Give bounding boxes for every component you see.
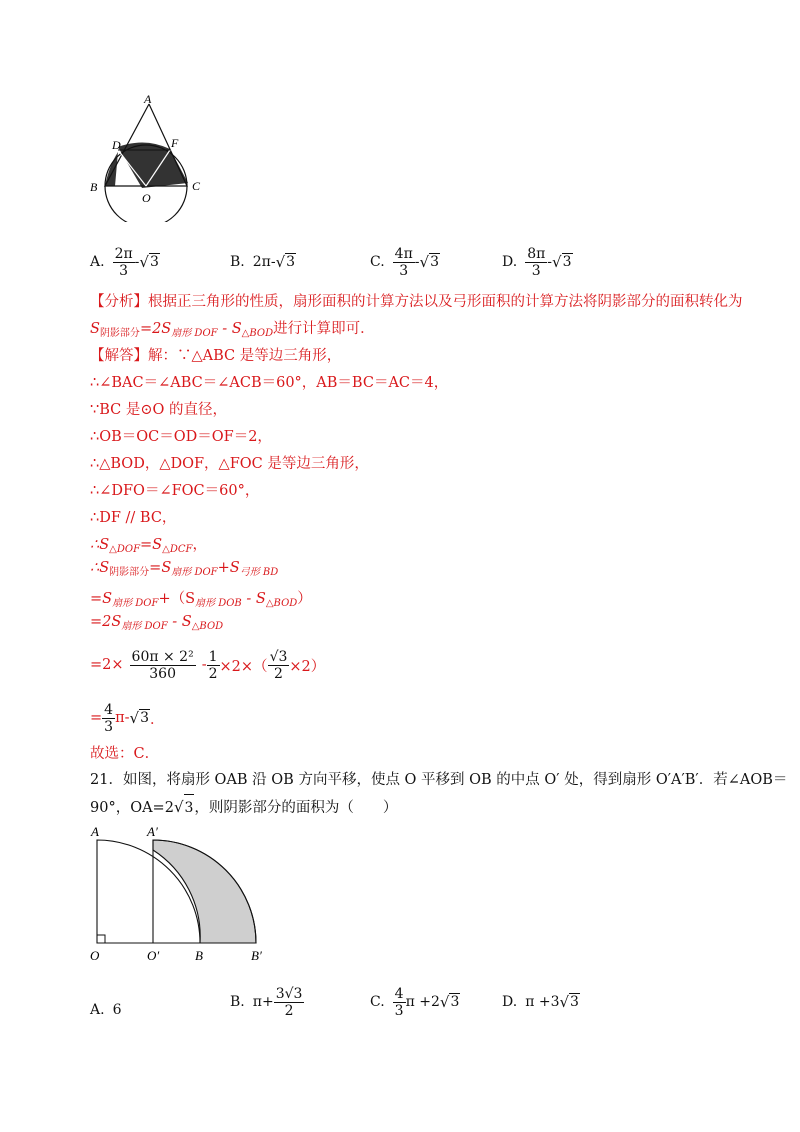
- q20-option-b[interactable]: B. 2π - √ 3: [230, 253, 296, 271]
- label-b: B: [195, 948, 203, 963]
- shaded-region-left: [105, 152, 118, 186]
- q20-option-d[interactable]: D. $\frac{8\pi}{3}$ - √ 3: [502, 245, 572, 279]
- q21-option-b[interactable]: B. π+ $\frac{3√3}{2}$: [230, 985, 303, 1019]
- answer-line-8: $\therefore S_{\triangle DOF}=S_{\triangle DCF}$，: [90, 537, 207, 555]
- answer-line-11: $=2S_{扇形 DOF} - S_{\triangle BOD}$: [90, 614, 224, 632]
- figure-triangle-circle: [85, 92, 215, 222]
- label-o-prime: O′: [147, 948, 160, 963]
- shaded-region: [153, 840, 256, 943]
- q21-option-a[interactable]: A. 6: [90, 1002, 122, 1018]
- label-c: C: [192, 179, 201, 193]
- q21-option-c[interactable]: C. $\frac{4}{3}$ π +2 √ 3: [370, 985, 460, 1019]
- answer-line-3: ∵BC 是⊙O 的直径，: [90, 402, 227, 418]
- q21-options: [90, 980, 710, 1024]
- q20-option-c[interactable]: C. $\frac{4\pi}{3}$ - √ 3: [370, 245, 439, 279]
- q20-option-a[interactable]: A. $\frac{2\pi}{3}$ - √ 3: [90, 245, 159, 279]
- answer-line-1: 【解答】解：∵△ABC 是等边三角形，: [90, 348, 342, 364]
- answer-line-2: ∴∠BAC＝∠ABC＝∠ACB＝60°，AB＝BC＝AC＝4，: [90, 375, 449, 391]
- label-b-prime: B′: [251, 948, 262, 963]
- label-a-prime: A′: [147, 824, 158, 839]
- answer-choice: 故选：C．: [90, 746, 160, 762]
- right-angle-mark: [97, 935, 105, 943]
- label-d: D: [112, 138, 121, 152]
- question-21-line-1: 21．如图，将扇形 OAB 沿 OB 方向平移，使点 O 平移到 OB 的中点 O′ 处，得到扇形 O′A′B′．若∠AOB＝: [90, 772, 788, 788]
- label-a: A: [144, 92, 152, 106]
- label-a: A: [91, 824, 99, 839]
- analysis-line: 【分析】根据正三角形的性质，扇形面积的计算方法以及弓形面积的计算方法将阴影部分的面积转化为: [90, 294, 743, 310]
- analysis-formula: $S_{阴影部分}=2S_{扇形 DOF} - S_{\triangle BOD}$进行计算即可．: [90, 321, 375, 339]
- answer-line-7: ∴DF // BC，: [90, 510, 177, 526]
- answer-line-4: ∴OB＝OC＝OD＝OF＝2，: [90, 429, 272, 445]
- answer-line-12: =2× $\frac{\text{60π × 2²}}{360}$ - $\frac{1}{2}$ ×2×（ $\frac{√3}{2}$ ×2）: [90, 648, 326, 682]
- answer-line-6: ∴∠DFO＝∠FOC＝60°，: [90, 483, 260, 499]
- answer-line-9: $\therefore S_{阴影部分}=S_{扇形 DOF}+S_{弓形 BD}$: [90, 560, 279, 578]
- figure-sector-translation: [85, 822, 285, 972]
- answer-line-10: $=S_{扇形 DOF}+(S_{扇形 DOB} - S_{\triangle BOD})$: [90, 591, 312, 609]
- label-o: O: [90, 948, 100, 963]
- label-f: F: [171, 136, 179, 150]
- question-21-line-2: 90°， OA=2 √ 3 ，则阴影部分的面积为（ ）: [90, 794, 710, 822]
- q21-option-d[interactable]: D. π +3 √ 3: [502, 993, 579, 1011]
- answer-line-5: ∴△BOD，△DOF，△FOC 是等边三角形，: [90, 456, 369, 472]
- q20-options: [90, 240, 710, 284]
- label-o: O: [142, 191, 151, 205]
- answer-line-13: = $\frac{4}{3}$ π - √ 3 ．: [90, 701, 165, 735]
- label-b: B: [90, 180, 98, 194]
